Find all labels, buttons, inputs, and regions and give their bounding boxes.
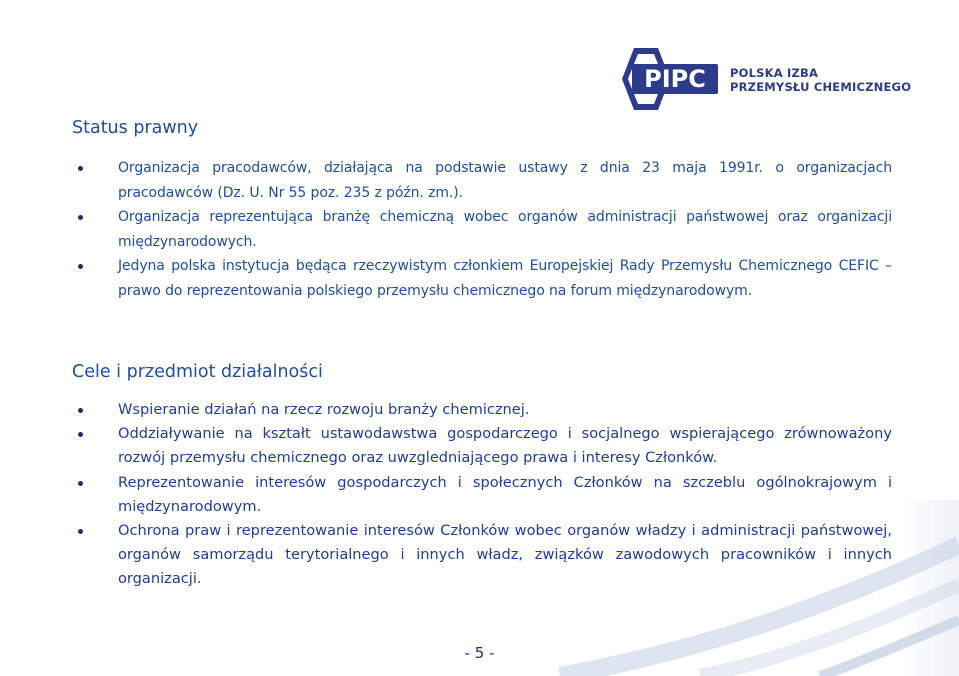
section-title-goals: Cele i przedmiot działalności — [72, 362, 323, 382]
logo-line-1: POLSKA IZBA — [730, 66, 819, 80]
status-list — [72, 156, 892, 303]
list-item: Wspieranie działań na rzecz rozwoju branży chemicznej. — [72, 398, 892, 422]
list-item: Organizacja reprezentująca branżę chemiczną wobec organów administracji państwowej oraz organizacji międzynarodowych. — [72, 205, 892, 254]
section-title-status: Status prawny — [72, 118, 199, 138]
list-item: Ochrona praw i reprezentowanie interesów Członków wobec organów władzy i administracji państwowej, organów samorządu terytorialnego i innych władz, związków zawodowych pracowników i innych organizacji. — [72, 519, 892, 592]
goals-list — [72, 398, 892, 592]
pipc-logo-mark — [614, 44, 726, 114]
page-number: - 5 - — [464, 644, 495, 662]
logo-line-2: PRZEMYSŁU CHEMICZNEGO — [730, 80, 912, 94]
list-item: Reprezentowanie interesów gospodarczych i społecznych Członków na szczeblu ogólnokrajowym i międzynarodowym. — [72, 471, 892, 519]
list-item: Oddziaływanie na kształt ustawodawstwa gospodarczego i socjalnego wspierającego zrównoważony rozwój przemysłu chemicznego oraz uwzgledniającego prawa i interesy Członków. — [72, 422, 892, 470]
logo-abbr: PIPC — [644, 65, 706, 93]
list-item: Jedyna polska instytucja będąca rzeczywistym członkiem Europejskiej Rady Przemysłu Chemicznego CEFIC – prawo do reprezentowania polskiego przemysłu chemicznego na forum międzynarodowym. — [72, 254, 892, 303]
list-item: Organizacja pracodawców, działająca na podstawie ustawy z dnia 23 maja 1991r. o organizacjach pracodawców (Dz. U. Nr 55 poz. 235 z późn. zm.). — [72, 156, 892, 205]
pipc-logo — [614, 44, 914, 114]
